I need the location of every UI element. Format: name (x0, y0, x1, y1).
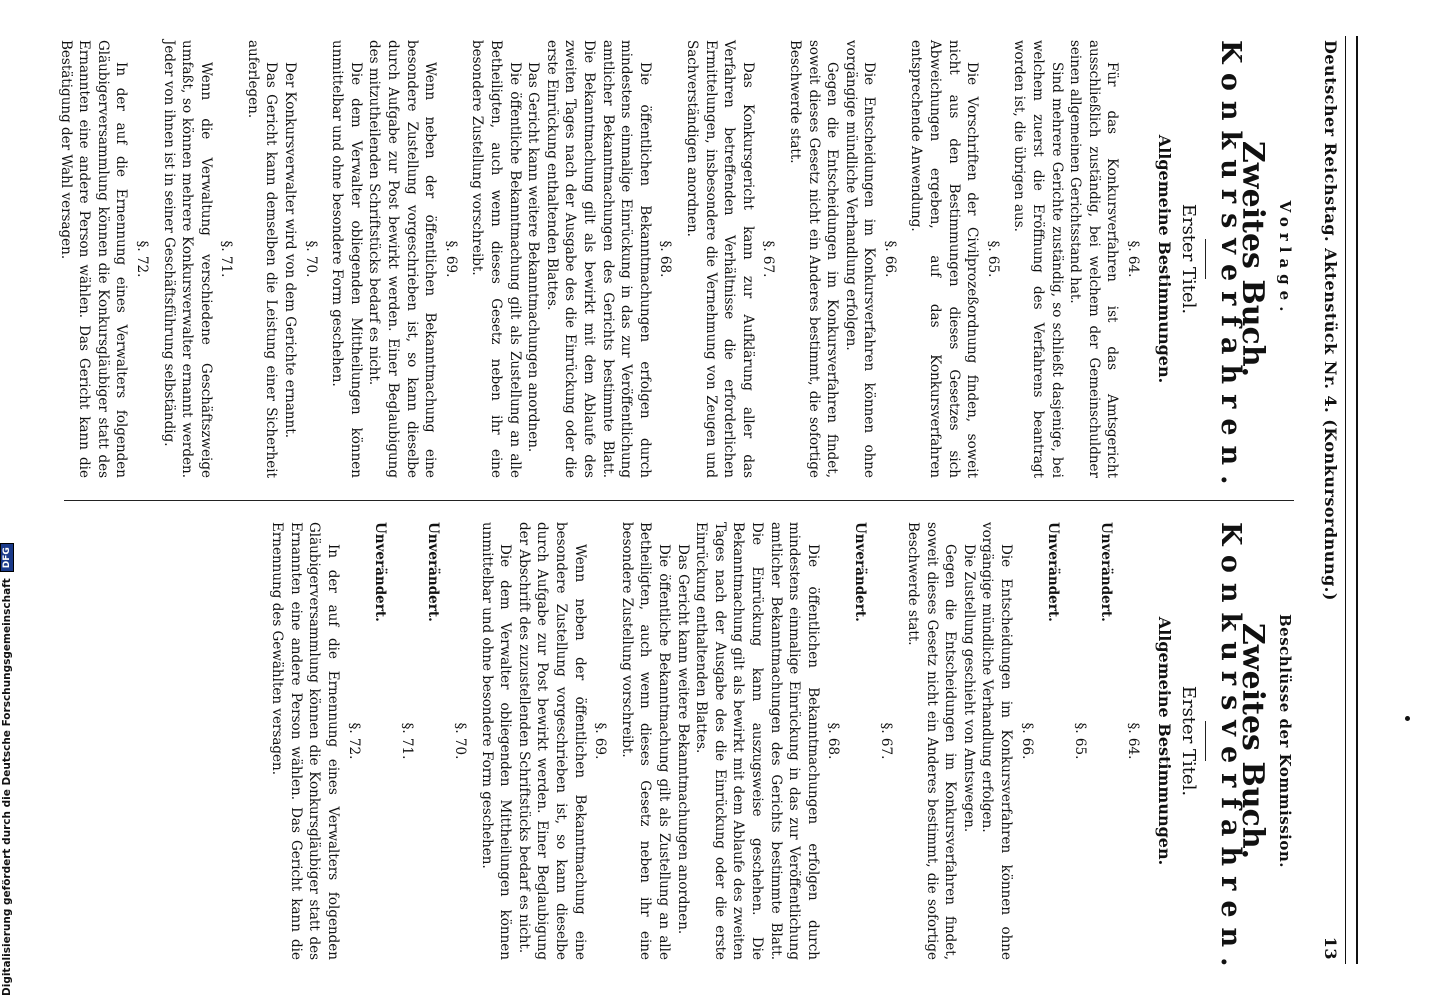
section-paragraph: Die öffentlichen Bekanntmachungen erfolgen durch mindestens einmalige Einrückung in das zur Veröffentlichung amtlicher Bekanntmachungen des Gerichts bestimmte Blatt. Die Einrückung kann auszugsweise geschehen. Die Bekanntmachung gilt als bewirkt mit dem Ablaufe des zweiten Tages nach der Ausgabe des die Einrückung oder die erste Einrückung enthaltenden Blattes. (693, 522, 821, 960)
section-number: §. 71. (218, 240, 235, 278)
header-rule-thin (1345, 36, 1346, 964)
part-title: Erster Titel. (1178, 203, 1200, 315)
book-title: Zweites Buch. (1235, 140, 1271, 378)
short-rule (1205, 721, 1206, 761)
column-heading: Beschlüsse der Kommission. (1276, 614, 1294, 868)
column-divider (64, 500, 1294, 501)
section-paragraph: Die öffentliche Bekanntmachung gilt als Zustellung an alle Betheiligten, auch wenn dieses Gesetz neben ihr eine besondere Zustellung vorschreibt. (469, 40, 523, 478)
subject-title: Konkursverfahren. (1214, 40, 1246, 495)
section-number: §. 70. (452, 722, 469, 760)
short-rule (1205, 239, 1206, 279)
column-heading: Vorlage. (1276, 200, 1294, 318)
section-paragraph: Der Konkursverwalter wird von dem Gerichte ernannt. (282, 62, 299, 439)
header-rule (1356, 36, 1358, 964)
section-paragraph: Für das Konkursverfahren ist das Amtsgericht ausschließlich zuständig, bei welchem der Gemeinschuldner seinen allgemeinen Gerichtsstand hat. (1067, 40, 1121, 478)
dfg-logo: DFG (0, 543, 14, 572)
section-paragraph: Die Entscheidungen im Konkursverfahren können ohne vorgängige mündliche Verhandlung erfolgen. (842, 40, 878, 478)
section-number: §. 70. (302, 240, 319, 278)
section-paragraph: Die Zustellung geschieht von Amtswegen. (960, 544, 977, 833)
section-paragraph: Gegen die Entscheidungen im Konkursverfahren findet, soweit dieses Gesetz nicht ein Anderes bestimmt, die sofortige Beschwerde statt. (905, 522, 959, 960)
section-number: §. 65. (1071, 722, 1088, 760)
section-paragraph: Die dem Verwalter obliegenden Mittheilungen können unmittelbar und ohne besondere Form geschehen. (478, 522, 514, 960)
section-paragraph: Sind mehrere Gerichte zuständig, so schließt dasjenige, bei welchem zuerst die Eröffnung des Verfahrens beantragt worden ist, die übrigen aus. (1011, 40, 1065, 478)
section-paragraph: Wenn neben der öffentlichen Bekanntmachung eine besondere Zustellung vorgeschrieben ist, so kann dieselbe durch Aufgabe zur Post bewirkt werden. Einer Beglaubigung des mitzutheilenden Schriftstücks bedarf es nicht. (366, 40, 439, 478)
section-number: §. 65. (984, 240, 1001, 278)
section-paragraph: Das Konkursgericht kann zur Aufklärung aller das Verfahren betreffenden Verhältnisse die erforderlichen Ermittelungen, insbesondere die Vernehmung von Zeugen und Sachverständigen anordnen. (683, 40, 756, 478)
section-paragraph: Wenn neben der öffentlichen Bekanntmachung eine besondere Zustellung vorgeschrieben ist, so kann dieselbe durch Aufgabe zur Post bewirkt werden. Einer Beglaubigung der Abschrift des zuzustellenden Schriftstücks bedarf es nicht. (515, 522, 588, 960)
section-number: §. 66. (1018, 722, 1035, 760)
section-number: §. 64. (1125, 722, 1142, 760)
section-paragraph: Das Gericht kann demselben die Leistung einer Sicherheit auferlegen. (244, 40, 280, 478)
section-paragraph: In der auf die Ernennung eines Verwalters folgenden Gläubigerversammlung können die Konkursgläubiger statt des Ernannten eine andere Person wählen. Das Gericht kann die Bestätigung der Wahl versagen. (57, 40, 130, 478)
section-number: §. 67. (760, 240, 777, 278)
scan-speck (1405, 716, 1410, 721)
section-number: §. 68. (657, 240, 674, 278)
section-paragraph: Die Entscheidungen im Konkursverfahren können ohne vorgängige mündliche Verhandlung erfolgen. (979, 522, 1015, 960)
section-paragraph: Die öffentlichen Bekanntmachungen erfolgen durch mindestens einmalige Einrückung in das zur Veröffentlichung amtlicher Bekanntmachungen des Gerichts bestimmte Blatt. Die Bekanntmachung gilt als bewirkt mit dem Ablaufe des zweiten Tages nach der Ausgabe des die Einrückung oder die erste Einrückung enthaltenden Blattes. (543, 40, 653, 478)
subject-title: Konkursverfahren. (1214, 522, 1246, 977)
section-number: §. 71. (398, 722, 415, 760)
digitization-credit (0, 543, 14, 996)
section-paragraph: In der auf die Ernennung eines Verwalters folgenden Gläubigerversammlung können die Konkursgläubiger statt des Ernannten eine andere Person wählen. Das Gericht kann die Ernennung des Gewählten versagen. (269, 522, 342, 960)
part-subtitle: Allgemeine Bestimmungen. (1154, 616, 1174, 866)
unchanged-note: Unverändert. (1098, 522, 1115, 622)
section-paragraph: Wenn die Verwaltung verschiedene Geschäftszweige umfaßt, so können mehrere Konkursverwalter ernannt werden. Jeder von ihnen ist in seiner Geschäftsführung selbständig. (160, 40, 214, 478)
section-paragraph: Das Gericht kann weitere Bekanntmachungen anordnen. (674, 544, 691, 935)
unchanged-note: Unverändert. (1045, 522, 1062, 622)
section-number: §. 72. (133, 240, 150, 278)
unchanged-note: Unverändert. (425, 522, 442, 622)
book-title: Zweites Buch. (1235, 622, 1271, 860)
section-paragraph: Gegen die Entscheidungen im Konkursverfahren findet, soweit dieses Gesetz nicht ein Anderes bestimmt, die sofortige Beschwerde statt. (786, 40, 841, 478)
section-number: §. 72. (345, 722, 362, 760)
section-list (56, 40, 1142, 478)
section-number: §. 69. (592, 722, 609, 760)
section-paragraph: Die Vorschriften der Civilprozeßordnung finden, soweit nicht aus den Bestimmungen dieses Gesetzes sich Abweichungen ergeben, auf das Konkursverfahren entsprechende Anwendung. (908, 40, 981, 478)
page-number: 13 (1321, 936, 1340, 960)
section-paragraph: Die öffentliche Bekanntmachung gilt als Zustellung an alle Betheiligten, auch wenn dieses Gesetz neben ihr eine besondere Zustellung vorschreibt. (618, 522, 672, 960)
part-subtitle: Allgemeine Bestimmungen. (1154, 134, 1174, 384)
section-paragraph: Das Gericht kann weitere Bekanntmachungen anordnen. (525, 62, 542, 453)
section-number: §. 68. (825, 722, 842, 760)
section-number: §. 67. (878, 722, 895, 760)
right-column-kommission (268, 522, 1294, 977)
running-header: Deutscher Reichstag. Aktenstück Nr. 4. (Konkursordnung.) (1321, 40, 1340, 601)
left-column-vorlage (56, 40, 1294, 495)
part-title: Erster Titel. (1178, 685, 1200, 797)
section-paragraph: Die dem Verwalter obliegenden Mittheilungen können unmittelbar und ohne besondere Form geschehen. (329, 40, 364, 478)
section-number: §. 66. (881, 240, 898, 278)
section-number: §. 64. (1125, 240, 1142, 278)
credit-text: Digitalisierung gefördert durch die Deutsche Forschungsgemeinschaft (1, 578, 13, 996)
unchanged-note: Unverändert. (372, 522, 389, 622)
section-number: §. 69. (442, 240, 459, 278)
section-list (268, 522, 1142, 960)
unchanged-note: Unverändert. (851, 522, 868, 622)
